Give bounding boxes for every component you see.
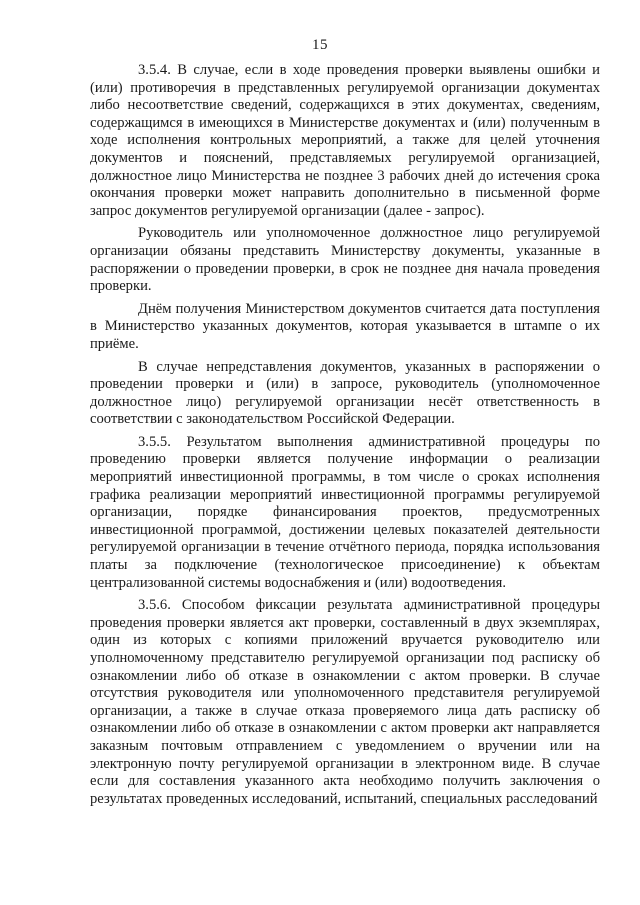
paragraph-3-5-4: 3.5.4. В случае, если в ходе проведения проверки выявлены ошибки и (или) противоречия в представленных регулируемой организации документах либо несоответствие сведений, содержащихся в этих документах, сведениям, содержащимся в имеющихся в Министерстве документах и (или) полученным в ходе исполнения контрольных мероприятий, а также для целей уточнения документов и пояснений, представляемых регулируемой организацией, должностное лицо Министерства не позднее 3 рабочих дней до истечения срока окончания проверки может направить дополнительно в письменной форме запрос документов регулируемой организации (далее - запрос). (90, 62, 600, 219)
paragraph-receipt-date: Днём получения Министерством документов считается дата поступления в Министерство указанных документов, которая указывается в штампе о их приёме. (90, 300, 600, 352)
document-body (90, 62, 600, 808)
paragraph-non-submission: В случае непредставления документов, указанных в распоряжении о проведении проверки и (или) в запросе, руководитель (уполномоченное должностное лицо) регулируемой организации несёт ответственность в соответствии с законодательством Российской Федерации. (90, 358, 600, 428)
paragraph-3-5-5: 3.5.5. Результатом выполнения административной процедуры по проведению проверки является получение информации о реализации мероприятий инвестиционной программы, в том числе о сроках исполнения графика реализации мероприятий инвестиционной программы регулируемой организации, порядке финансирования проектов, предусмотренных инвестиционной программой, достижении целевых показателей деятельности регулируемой организации в течение отчётного периода, порядка использования платы за подключение (технологическое присоединение) к объектам централизованной системы водоснабжения и (или) водоотведения. (90, 433, 600, 591)
paragraph-document-submission: Руководитель или уполномоченное должностное лицо регулируемой организации обязаны представить Министерству документы, указанные в распоряжении о проведении проверки, в срок не позднее дня начала проведения проверки. (90, 225, 600, 295)
page-number: 15 (312, 37, 328, 53)
paragraph-3-5-6: 3.5.6. Способом фиксации результата административной процедуры проведения проверки является акт проверки, составленный в двух экземплярах, один из которых с копиями приложений вручается руководителю или уполномоченному представителю регулируемой организации под расписку об ознакомлении либо об отказе в ознакомлении с актом проверки. В случае отсутствия руководителя или уполномоченного представителя регулируемой организации, а также в случае отказа проверяемого лица дать расписку об ознакомлении либо об отказе в ознакомлении с актом проверки акт направляется заказным почтовым отправлением с уведомлением о вручении или на электронную почту регулируемой организации в электронном виде. В случае если для составления указанного акта необходимо получить заключения о результатах проведенных исследований, испытаний, специальных расследований (90, 597, 600, 807)
